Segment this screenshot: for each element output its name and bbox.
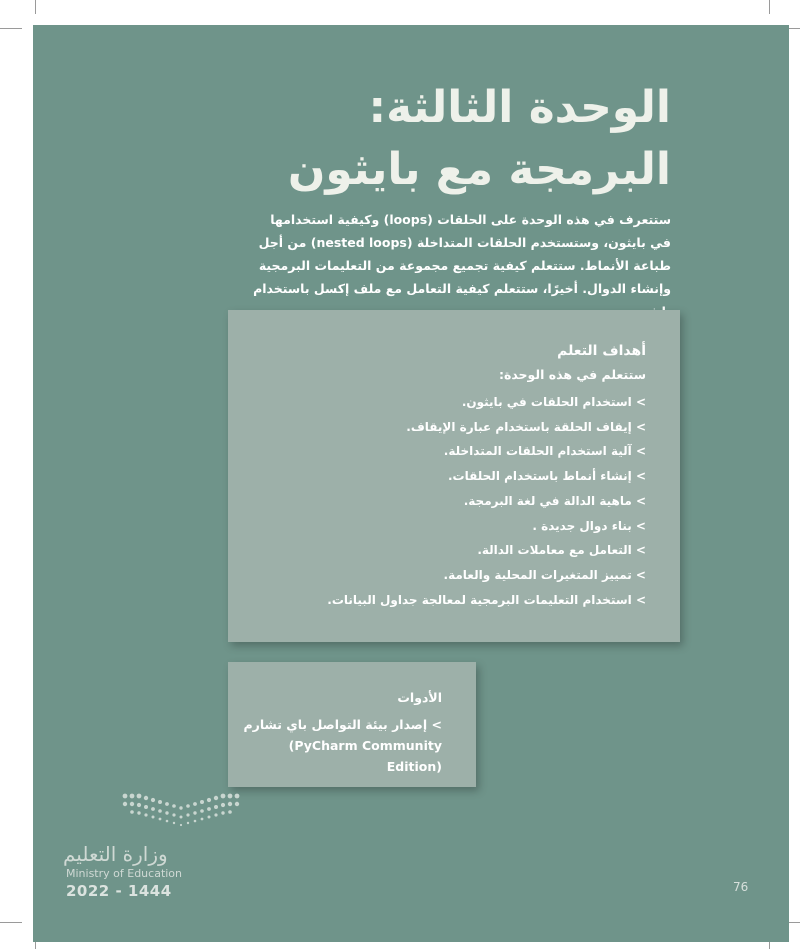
crop-mark xyxy=(35,0,36,14)
objective-item: > تمييز المتغيرات المحلية والعامة. xyxy=(443,567,646,582)
tools-box xyxy=(228,662,476,787)
ministry-logo-dots-icon xyxy=(121,790,246,830)
tools-heading: الأدوات xyxy=(397,690,442,705)
objective-item: > ماهية الدالة في لغة البرمجة. xyxy=(463,493,646,508)
tool-item-arabic: > إصدار بيئة التواصل باي تشارم xyxy=(243,717,442,732)
learning-objectives-box xyxy=(228,310,680,642)
objective-item: > إيقاف الحلقة باستخدام عبارة الإيقاف. xyxy=(406,419,646,434)
objective-item: > إنشاء أنماط باستخدام الحلقات. xyxy=(448,469,646,484)
ministry-logo-english: Ministry of Education xyxy=(66,867,183,880)
unit-title-line-2: البرمجة مع بايثون xyxy=(287,144,671,195)
objective-item: > استخدام التعليمات البرمجية لمعالجة جداول البيانات. xyxy=(327,592,646,607)
unit-title-line-1: الوحدة الثالثة: xyxy=(368,82,671,133)
learning-objectives-heading: أهداف التعلم xyxy=(557,343,646,359)
objective-item: > استخدام الحلقات في بايثون. xyxy=(461,395,646,409)
unit-intro-paragraph: ستتعرف في هذه الوحدة على الحلقات (loops) وكيفية استخدامها في بايثون، وستستخدم الحلقات المتداخلة (nested loops) من أجل طباعة الأنماط. ستتعلم كيفية تجميع مجموعة من التعليمات البرمجية وإنشاء الدوال. أخيرًا، ستتعلم كيفية التعامل مع ملف إكسل باستخدام xyxy=(253,212,671,296)
objective-item: > آلية استخدام الحلقات المتداخلة. xyxy=(443,444,646,459)
tool-item xyxy=(232,714,442,777)
crop-mark xyxy=(0,28,22,29)
tool-item-english: (PyCharm Community Edition) xyxy=(288,738,442,774)
ministry-logo-year: 2022 - 1444 xyxy=(66,882,172,900)
crop-mark xyxy=(0,922,22,923)
crop-mark xyxy=(769,0,770,14)
unit-title xyxy=(111,77,671,201)
page-number: 76 xyxy=(733,880,749,894)
objective-item: > بناء دوال جديدة . xyxy=(532,518,646,533)
ministry-logo-arabic: وزارة التعليم xyxy=(63,842,168,866)
objective-item: > التعامل مع معاملات الدالة. xyxy=(477,543,646,558)
learning-objectives-subheading: ستتعلم في هذه الوحدة: xyxy=(498,367,646,382)
textbook-page xyxy=(33,25,789,942)
learning-objectives-list xyxy=(246,390,646,612)
